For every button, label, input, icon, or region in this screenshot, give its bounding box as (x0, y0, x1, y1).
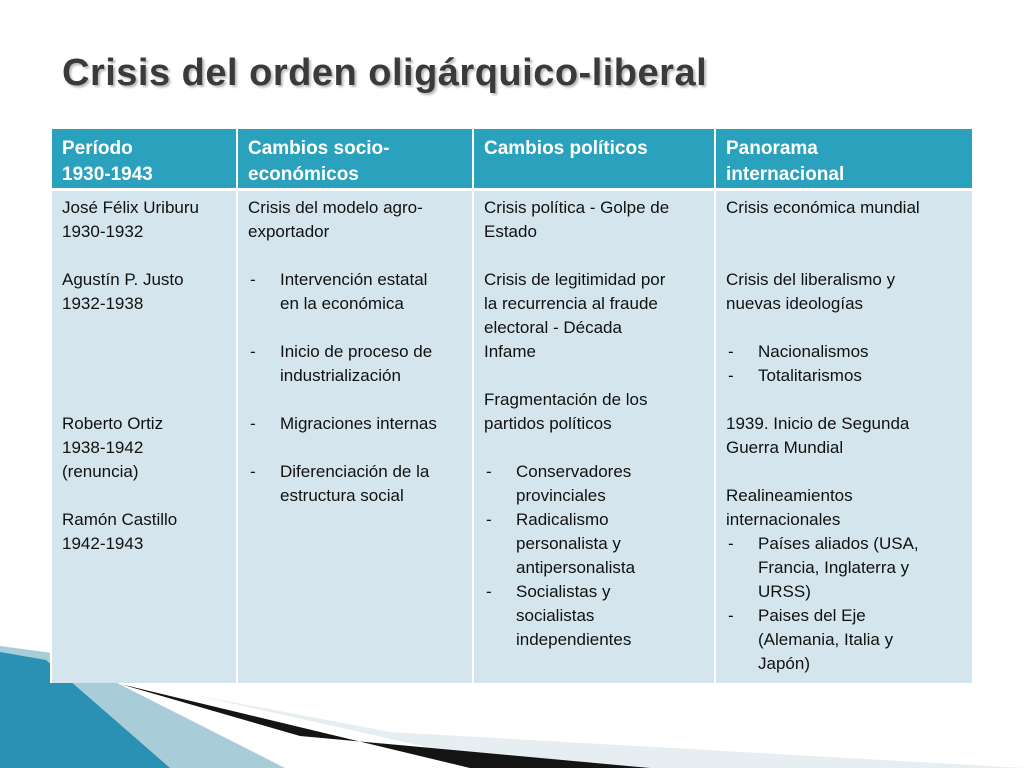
list-item (726, 364, 962, 388)
header-row (51, 129, 973, 190)
content-row (51, 190, 973, 684)
president-years: 1932-1938 (62, 294, 144, 313)
text-line: - Totalitarismos (758, 366, 862, 385)
cell-socioeconomicos (237, 190, 473, 684)
text-line: - Migraciones internas (280, 414, 437, 433)
text-line: exportador (248, 222, 330, 241)
text-line: Crisis política - Golpe de (484, 198, 670, 217)
text-line: - Nacionalismos (758, 342, 869, 361)
list-item (484, 460, 704, 508)
text-line: 1939. Inicio de Segunda (726, 414, 910, 433)
list-item (248, 340, 462, 388)
text-line: Crisis del liberalismo y (726, 270, 896, 289)
text-line: (Alemania, Italia y (758, 630, 894, 649)
text-line: electoral - Década (484, 318, 622, 337)
list-item (726, 532, 962, 604)
header-panorama-internacional (715, 129, 973, 190)
header-cambios-politicos (473, 129, 715, 190)
header-line: económicos (248, 164, 359, 185)
text-line: Estado (484, 222, 537, 241)
text-line: nuevas ideologías (726, 294, 864, 313)
text-line: - Paises del Eje (758, 606, 866, 625)
header-line: Período (62, 138, 133, 159)
text-line: antipersonalista (516, 558, 636, 577)
header-line: Cambios políticos (484, 138, 648, 159)
text-line: Japón) (758, 654, 810, 673)
cell-periodo (51, 190, 237, 684)
text-line: en la económica (280, 294, 404, 313)
text-line: - Socialistas y (516, 582, 611, 601)
text-line: industrialización (280, 366, 401, 385)
list-item (248, 460, 462, 508)
header-line: Cambios socio- (248, 138, 390, 159)
text-line: Fragmentación de los (484, 390, 648, 409)
text-line: Francia, Inglaterra y (758, 558, 910, 577)
header-line: internacional (726, 164, 845, 185)
text-line: Guerra Mundial (726, 438, 844, 457)
text-line: Realineamientos (726, 486, 853, 505)
header-cambios-socioeconomicos (237, 129, 473, 190)
list-item (248, 412, 462, 436)
text-line: independientes (516, 630, 632, 649)
list-item (726, 340, 962, 364)
text-line: - Radicalismo (516, 510, 609, 529)
text-line: Crisis económica mundial (726, 198, 920, 217)
text-line: - Países aliados (USA, (758, 534, 919, 553)
list-item (248, 268, 462, 316)
president-years: 1938-1942 (62, 438, 144, 457)
text-line: Infame (484, 342, 536, 361)
president-years: 1930-1932 (62, 222, 144, 241)
list-item (484, 508, 704, 580)
text-line: provinciales (516, 486, 606, 505)
text-line: - Inicio de proceso de (280, 342, 433, 361)
cell-internacional (715, 190, 973, 684)
text-line: - Conservadores (516, 462, 632, 481)
president-note: (renuncia) (62, 462, 139, 481)
text-line: internacionales (726, 510, 841, 529)
header-line: 1930-1943 (62, 164, 153, 185)
slide-title: Crisis del orden oligárquico-liberal (62, 52, 708, 94)
list-item (726, 604, 962, 676)
text-line: - Intervención estatal (280, 270, 428, 289)
text-line: estructura social (280, 486, 404, 505)
president-name: Roberto Ortiz (62, 414, 164, 433)
text-line: URSS) (758, 582, 811, 601)
president-name: Agustín P. Justo (62, 270, 184, 289)
text-line: - Diferenciación de la (280, 462, 430, 481)
text-line: socialistas (516, 606, 595, 625)
text-line: partidos políticos (484, 414, 612, 433)
text-line: Crisis de legitimidad por (484, 270, 666, 289)
text-line: Crisis del modelo agro- (248, 198, 423, 217)
cell-politicos (473, 190, 715, 684)
president-years: 1942-1943 (62, 534, 144, 553)
text-line: la recurrencia al fraude (484, 294, 658, 313)
header-periodo (51, 129, 237, 190)
text-line: personalista y (516, 534, 621, 553)
header-line: Panorama (726, 138, 818, 159)
summary-table (50, 129, 974, 683)
president-name: Ramón Castillo (62, 510, 178, 529)
list-item (484, 580, 704, 652)
president-name: José Félix Uriburu (62, 198, 199, 217)
